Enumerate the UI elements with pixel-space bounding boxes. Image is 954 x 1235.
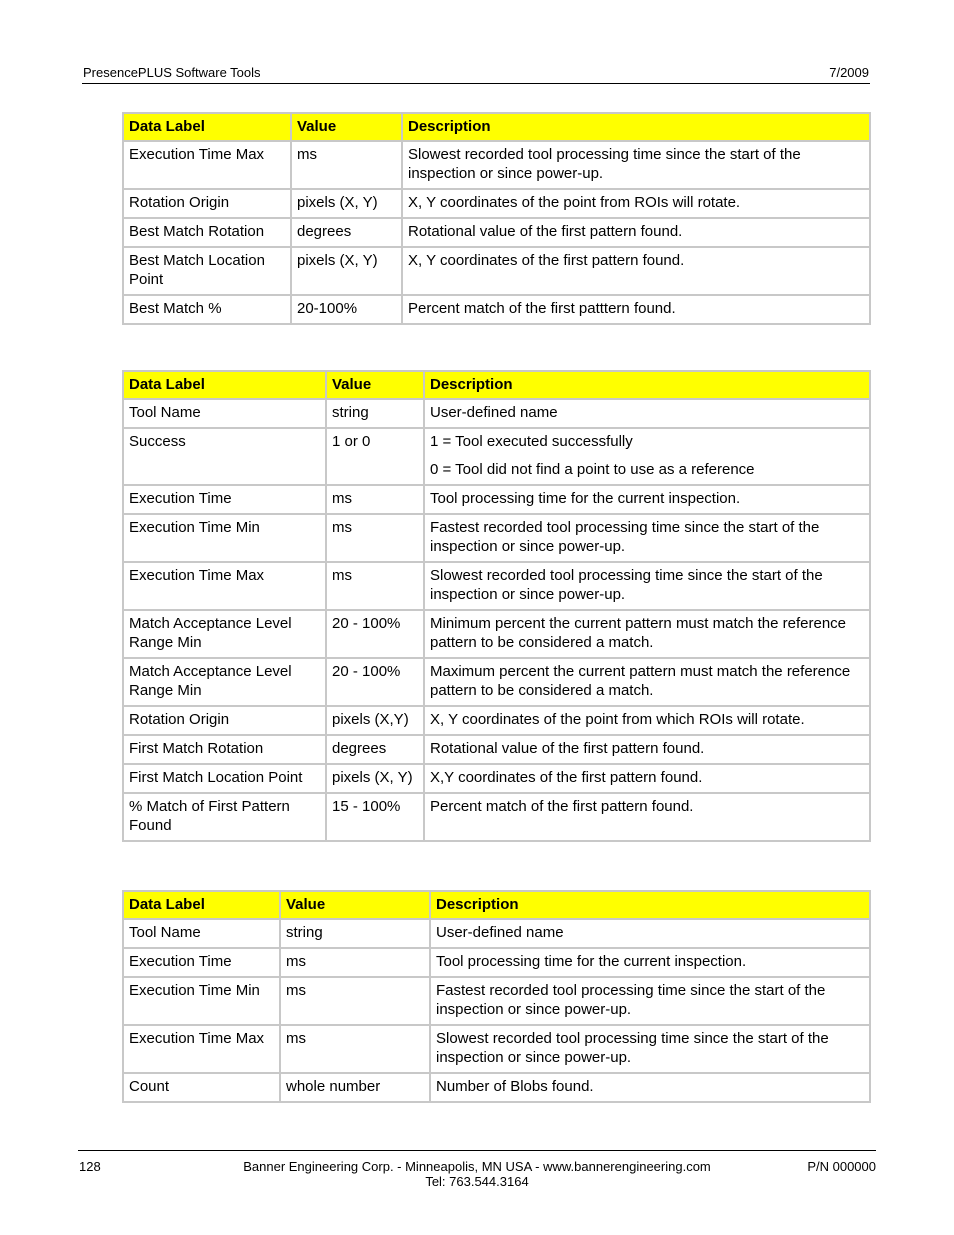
company-line: Banner Engineering Corp. - Minneapolis, MN USA - www.bannerengineering.com (243, 1159, 711, 1174)
table-row (123, 919, 870, 948)
cell-description: X, Y coordinates of the point from ROIs will rotate. (402, 189, 870, 218)
cell-description: Maximum percent the current pattern must match the reference pattern to be considered a match. (424, 658, 870, 706)
cell-label: Best Match % (123, 295, 291, 324)
table-row (123, 764, 870, 793)
cell-description: Percent match of the first patttern found. (402, 295, 870, 324)
cell-value: pixels (X,Y) (326, 706, 424, 735)
cell-value: pixels (X, Y) (326, 764, 424, 793)
document-title: PresencePLUS Software Tools (83, 65, 261, 80)
data-table-1 (122, 112, 871, 325)
table-row (123, 706, 870, 735)
cell-value: ms (326, 514, 424, 562)
header-description: Description (430, 891, 870, 919)
cell-value: ms (291, 141, 402, 189)
header-data-label: Data Label (123, 371, 326, 399)
cell-value: 20 - 100% (326, 658, 424, 706)
cell-label: Tool Name (123, 399, 326, 428)
cell-label: Count (123, 1073, 280, 1102)
description-line: 0 = Tool did not find a point to use as a reference (430, 461, 755, 478)
cell-label: Rotation Origin (123, 706, 326, 735)
document-date: 7/2009 (829, 65, 869, 80)
table-header-row (123, 113, 870, 141)
cell-label: Execution Time Max (123, 1025, 280, 1073)
table-row (123, 610, 870, 658)
table-row (123, 562, 870, 610)
table-row (123, 247, 870, 295)
cell-description: Slowest recorded tool processing time since the start of the inspection or since power-up. (430, 1025, 870, 1073)
table-row (123, 1073, 870, 1102)
cell-value: 15 - 100% (326, 793, 424, 841)
cell-value: ms (326, 562, 424, 610)
cell-description: Number of Blobs found. (430, 1073, 870, 1102)
header-value: Value (326, 371, 424, 399)
cell-label: Execution Time Min (123, 977, 280, 1025)
cell-label: Execution Time Max (123, 141, 291, 189)
cell-label: Execution Time Min (123, 514, 326, 562)
cell-value: ms (280, 1025, 430, 1073)
table-row (123, 977, 870, 1025)
table-row (123, 295, 870, 324)
cell-value: pixels (X, Y) (291, 189, 402, 218)
cell-description: Fastest recorded tool processing time since the start of the inspection or since power-up. (424, 514, 870, 562)
cell-description: Percent match of the first pattern found. (424, 793, 870, 841)
cell-value: 20-100% (291, 295, 402, 324)
cell-value: string (280, 919, 430, 948)
cell-value: ms (280, 977, 430, 1025)
part-number: P/N 000000 (807, 1159, 876, 1174)
phone-line: Tel: 763.544.3164 (425, 1174, 529, 1189)
cell-label: Execution Time Max (123, 562, 326, 610)
table-row (123, 948, 870, 977)
data-table-3 (122, 890, 871, 1103)
cell-description: User-defined name (430, 919, 870, 948)
cell-value: ms (280, 948, 430, 977)
cell-label: Tool Name (123, 919, 280, 948)
cell-description: Rotational value of the first pattern found. (402, 218, 870, 247)
header-description: Description (424, 371, 870, 399)
table-header-row (123, 371, 870, 399)
cell-description: Slowest recorded tool processing time since the start of the inspection or since power-up. (402, 141, 870, 189)
header-data-label: Data Label (123, 891, 280, 919)
header-value: Value (291, 113, 402, 141)
header-value: Value (280, 891, 430, 919)
cell-value: whole number (280, 1073, 430, 1102)
cell-value: ms (326, 485, 424, 514)
cell-description: Tool processing time for the current inspection. (430, 948, 870, 977)
table-row (123, 485, 870, 514)
table-row (123, 658, 870, 706)
page-footer (78, 1150, 876, 1191)
table-row (123, 189, 870, 218)
table-header-row (123, 891, 870, 919)
cell-description: Slowest recorded tool processing time since the start of the inspection or since power-up. (424, 562, 870, 610)
cell-description: Rotational value of the first pattern found. (424, 735, 870, 764)
cell-label: Best Match Location Point (123, 247, 291, 295)
table-row (123, 1025, 870, 1073)
data-table-2 (122, 370, 871, 842)
table-row (123, 218, 870, 247)
cell-value: string (326, 399, 424, 428)
table-row (123, 735, 870, 764)
cell-description: X, Y coordinates of the point from which ROIs will rotate. (424, 706, 870, 735)
table-row (123, 514, 870, 562)
cell-label: Success (123, 428, 326, 485)
cell-label: Execution Time (123, 485, 326, 514)
cell-value: degrees (291, 218, 402, 247)
cell-label: First Match Location Point (123, 764, 326, 793)
header-data-label: Data Label (123, 113, 291, 141)
cell-label: % Match of First Pattern Found (123, 793, 326, 841)
footer-contact (78, 1159, 876, 1189)
cell-label: Rotation Origin (123, 189, 291, 218)
cell-description: Fastest recorded tool processing time since the start of the inspection or since power-up. (430, 977, 870, 1025)
table-row (123, 793, 870, 841)
cell-description: User-defined name (424, 399, 870, 428)
cell-label: Execution Time (123, 948, 280, 977)
cell-description: X, Y coordinates of the first pattern found. (402, 247, 870, 295)
table-row (123, 141, 870, 189)
cell-label: Match Acceptance Level Range Min (123, 610, 326, 658)
page-number: 128 (79, 1159, 101, 1174)
header-description: Description (402, 113, 870, 141)
page-header (82, 64, 870, 84)
cell-label: Best Match Rotation (123, 218, 291, 247)
cell-label: First Match Rotation (123, 735, 326, 764)
cell-description (424, 428, 870, 485)
cell-value: degrees (326, 735, 424, 764)
cell-value: 1 or 0 (326, 428, 424, 485)
cell-description: Tool processing time for the current inspection. (424, 485, 870, 514)
cell-value: pixels (X, Y) (291, 247, 402, 295)
cell-value: 20 - 100% (326, 610, 424, 658)
description-line: 1 = Tool executed successfully (430, 433, 633, 450)
cell-description: Minimum percent the current pattern must match the reference pattern to be considered a match. (424, 610, 870, 658)
table-row (123, 428, 870, 485)
table-row (123, 399, 870, 428)
cell-label: Match Acceptance Level Range Min (123, 658, 326, 706)
cell-description: X,Y coordinates of the first pattern found. (424, 764, 870, 793)
